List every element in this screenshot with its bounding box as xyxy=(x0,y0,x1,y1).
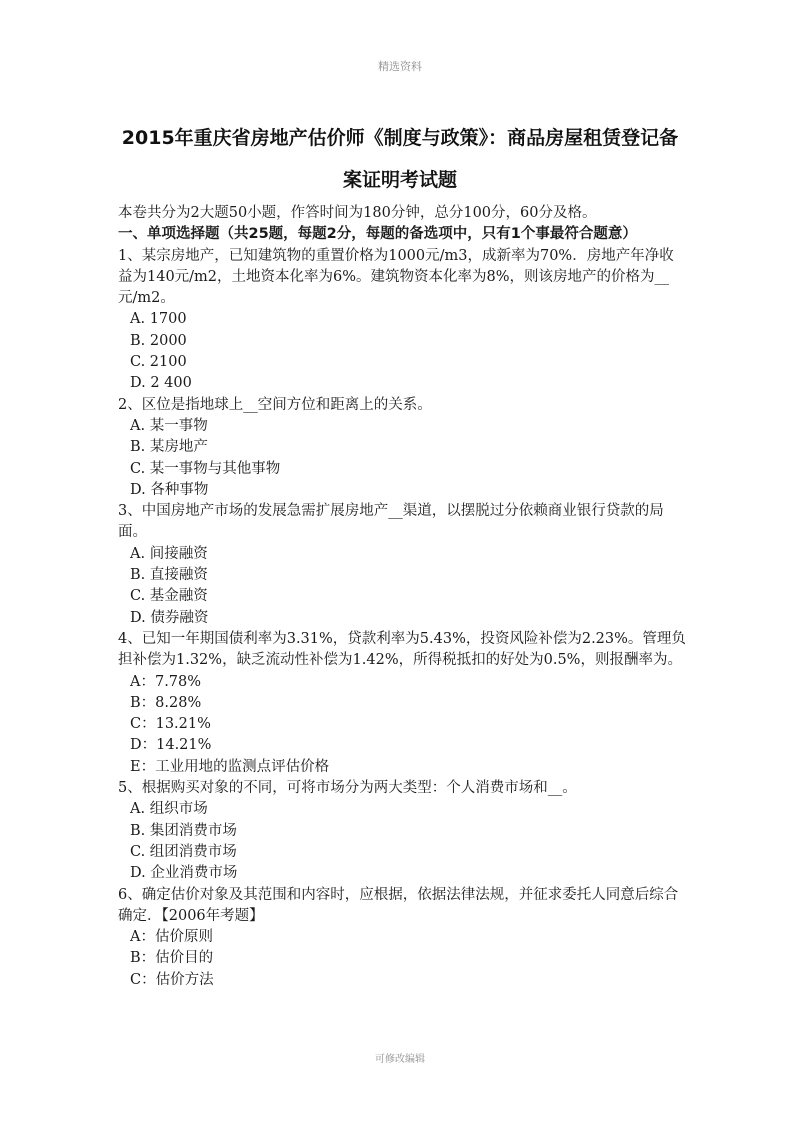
answer-option: D. 企业消费市场 xyxy=(130,865,238,882)
question-stem: 2、区位是指地球上__空间方位和距离上的关系。 xyxy=(118,396,432,413)
answer-option: A. 间接融资 xyxy=(130,545,208,562)
answer-option: B：估价目的 xyxy=(130,950,214,967)
answer-option: D. 债券融资 xyxy=(130,609,209,626)
answer-option: C：13.21% xyxy=(130,716,211,733)
answer-option: B：8.28% xyxy=(130,694,202,711)
document-body xyxy=(118,203,688,991)
document-title-line1: 2015年重庆省房地产估价师《制度与政策》：商品房屋租赁登记备 xyxy=(121,127,679,149)
answer-option: D. 2 400 xyxy=(130,375,192,392)
answer-option: C. 某一事物与其他事物 xyxy=(130,460,281,477)
answer-option: D. 各种事物 xyxy=(130,481,209,498)
answer-option: C. 组团消费市场 xyxy=(130,843,237,860)
answer-option: A：估价原则 xyxy=(130,929,213,946)
answer-option: A. 组织市场 xyxy=(130,801,208,818)
question-list xyxy=(118,246,688,991)
exam-intro: 本卷共分为2大题50小题，作答时间为180分钟，总分100分，60分及格。 xyxy=(118,205,597,221)
answer-option: B. 集团消费市场 xyxy=(130,822,237,839)
question-stem: 1、某宗房地产，已知建筑物的重置价格为1000元/m3，成新率为70%．房地产年净收益为140元/m2，土地资本化率为6%。建筑物资本化率为8%，则该房地产的价格为__元/m2。 xyxy=(118,247,674,307)
page-header: 精选资料 xyxy=(378,60,422,73)
answer-option: C：估价方法 xyxy=(130,971,214,988)
page-footer: 可修改编辑 xyxy=(375,1054,425,1065)
answer-option: A. 某一事物 xyxy=(130,417,208,434)
document-title-line2: 案证明考试题 xyxy=(342,169,457,191)
question-stem: 3、中国房地产市场的发展急需扩展房地产__渠道，以摆脱过分依赖商业银行贷款的局面。 xyxy=(118,503,664,541)
question-stem: 5、根据购买对象的不同，可将市场分为两大类型：个人消费市场和__。 xyxy=(118,780,577,797)
answer-option: D：14.21% xyxy=(130,737,212,754)
answer-option: E：工业用地的监测点评估价格 xyxy=(130,758,330,775)
answer-option: C. 基金融资 xyxy=(130,588,208,605)
question-stem: 4、已知一年期国债利率为3.31%，贷款利率为5.43%，投资风险补偿为2.23%。管理负担补偿为1.32%，缺乏流动性补偿为1.42%，所得税抵扣的好处为0.5%，则报酬率为。 xyxy=(118,630,686,669)
section-heading: 一、单项选择题（共25题，每题2分，每题的备选项中，只有1个事最符合题意） xyxy=(118,226,637,243)
answer-option: B. 某房地产 xyxy=(130,439,208,456)
question-stem: 6、确定估价对象及其范围和内容时，应根据，依据法律法规，并征求委托人同意后综合确定．【2006年考题】 xyxy=(118,886,679,924)
answer-option: A. 1700 xyxy=(130,311,187,328)
answer-option: A：7.78% xyxy=(130,673,202,690)
answer-option: C. 2100 xyxy=(130,354,187,371)
answer-option: B. 2000 xyxy=(130,332,187,349)
answer-option: B. 直接融资 xyxy=(130,567,208,584)
